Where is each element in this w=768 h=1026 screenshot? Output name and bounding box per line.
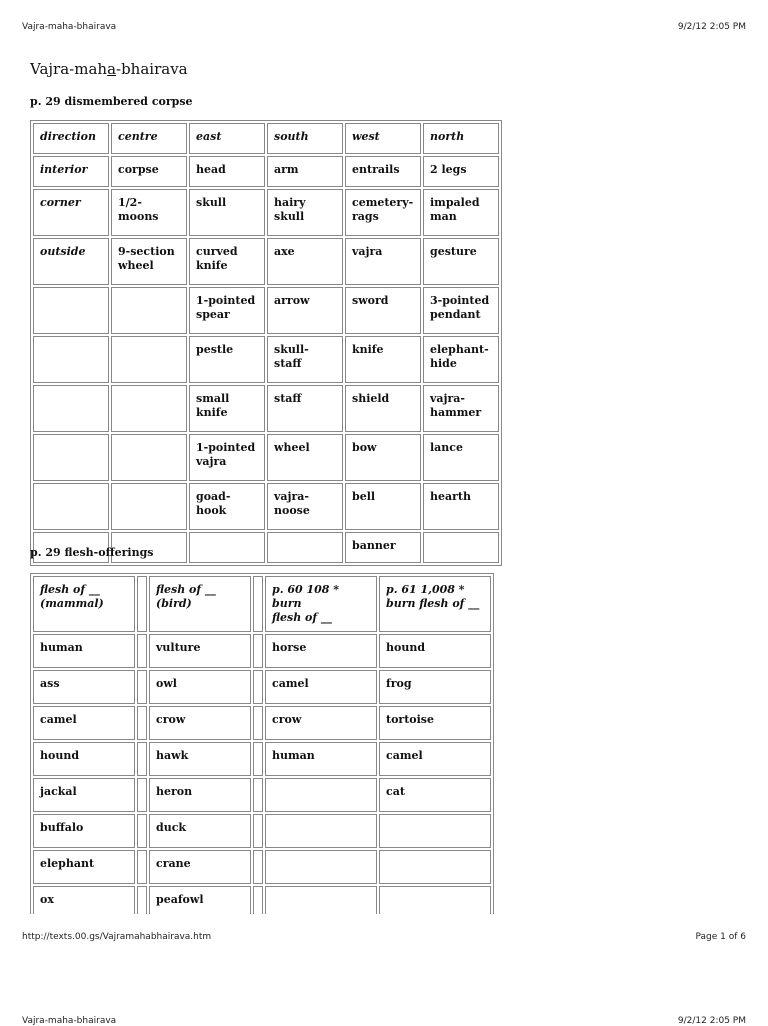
- table-cell: horse: [265, 634, 377, 668]
- table-cell: [33, 385, 109, 432]
- table-cell: [137, 706, 147, 740]
- table-cell: [253, 778, 263, 812]
- table-cell: arm: [267, 156, 343, 187]
- table-row: [33, 189, 499, 236]
- table-cell: [33, 287, 109, 334]
- table-cell: jackal: [33, 778, 135, 812]
- table-cell: owl: [149, 670, 251, 704]
- table-cell: [379, 850, 491, 884]
- table-cell: tortoise: [379, 706, 491, 740]
- table-cell: east: [189, 123, 265, 154]
- dismembered-corpse-table: [30, 120, 502, 566]
- flesh-offerings-table: [30, 573, 494, 914]
- table-cell: impaled man: [423, 189, 499, 236]
- table-cell: [137, 850, 147, 884]
- table-cell: [137, 742, 147, 776]
- table-cell: lance: [423, 434, 499, 481]
- table-cell: camel: [33, 706, 135, 740]
- table-cell: [253, 886, 263, 914]
- table-cell: [253, 670, 263, 704]
- header-line-2: (mammal): [40, 597, 104, 610]
- section-title-flesh-offerings: p. 29 flesh-offerings: [30, 546, 154, 559]
- table-row: [33, 483, 499, 530]
- table-cell: west: [345, 123, 421, 154]
- table-cell: [265, 886, 377, 914]
- table-cell: hearth: [423, 483, 499, 530]
- table-cell: vajra-noose: [267, 483, 343, 530]
- header-line-1: p. 60 108 * burn: [272, 583, 340, 610]
- table-cell: [137, 886, 147, 914]
- browser-page-title-repeat: Vajra-maha-bhairava: [22, 1016, 117, 1026]
- table-cell: camel: [265, 670, 377, 704]
- table-cell: human: [265, 742, 377, 776]
- table-row: [33, 434, 499, 481]
- table-cell: [33, 336, 109, 383]
- table-cell: goad-hook: [189, 483, 265, 530]
- table-cell: [137, 670, 147, 704]
- table-cell: [253, 634, 263, 668]
- table-cell: [265, 814, 377, 848]
- table-header-cell: [33, 576, 135, 632]
- table-cell: duck: [149, 814, 251, 848]
- table-cell: bell: [345, 483, 421, 530]
- header-line-2: flesh of __: [272, 611, 332, 624]
- table-cell: [423, 532, 499, 563]
- table-cell: sword: [345, 287, 421, 334]
- table-cell: 9-section wheel: [111, 238, 187, 285]
- table-cell: [137, 814, 147, 848]
- table-header-cell: [137, 576, 147, 632]
- table-cell: direction: [33, 123, 109, 154]
- table-cell: interior: [33, 156, 109, 187]
- table-header-cell: [253, 576, 263, 632]
- header-line-1: flesh of __: [40, 583, 100, 596]
- table-cell: [379, 814, 491, 848]
- table-cell: [265, 778, 377, 812]
- browser-datetime-repeat: 9/2/12 2:05 PM: [677, 1016, 746, 1026]
- table-row: [33, 850, 491, 884]
- table-cell: [137, 634, 147, 668]
- table-cell: [111, 483, 187, 530]
- table-cell: 1-pointed vajra: [189, 434, 265, 481]
- table-cell: [253, 814, 263, 848]
- table-row: [33, 287, 499, 334]
- table-row: [33, 742, 491, 776]
- table-cell: vajra-hammer: [423, 385, 499, 432]
- table-cell: [265, 850, 377, 884]
- table-cell: 1/2-moons: [111, 189, 187, 236]
- table-row: [33, 156, 499, 187]
- table-cell: frog: [379, 670, 491, 704]
- table-cell: entrails: [345, 156, 421, 187]
- table-cell: [111, 287, 187, 334]
- table-cell: crane: [149, 850, 251, 884]
- table-cell: cat: [379, 778, 491, 812]
- table-cell: heron: [149, 778, 251, 812]
- table-row: [33, 123, 499, 154]
- table-cell: small knife: [189, 385, 265, 432]
- table-cell: elephant-hide: [423, 336, 499, 383]
- table-cell: [189, 532, 265, 563]
- table-cell: gesture: [423, 238, 499, 285]
- table-cell: hairy skull: [267, 189, 343, 236]
- table-cell: south: [267, 123, 343, 154]
- header-line-1: flesh of __: [156, 583, 216, 596]
- page-indicator: Page 1 of 6: [695, 932, 746, 942]
- browser-page-title: Vajra-maha-bhairava: [22, 22, 117, 32]
- table-header-cell: [265, 576, 377, 632]
- table-row: [33, 778, 491, 812]
- table-cell: north: [423, 123, 499, 154]
- table-row: [33, 385, 499, 432]
- table-cell: 2 legs: [423, 156, 499, 187]
- table-cell: [253, 850, 263, 884]
- table-cell: knife: [345, 336, 421, 383]
- table-cell: [111, 336, 187, 383]
- header-line-2: burn flesh of __: [386, 597, 480, 610]
- document-body: [30, 0, 730, 914]
- table-cell: 1-pointed spear: [189, 287, 265, 334]
- table-cell: vulture: [149, 634, 251, 668]
- document-title: Vajra-maha-bhairava: [30, 60, 188, 78]
- table-cell: [379, 886, 491, 914]
- table-cell: hound: [379, 634, 491, 668]
- table-cell: 3-pointed pendant: [423, 287, 499, 334]
- table-cell: ox: [33, 886, 135, 914]
- table-cell: [111, 434, 187, 481]
- table-cell: banner: [345, 532, 421, 563]
- table-row: [33, 706, 491, 740]
- table-cell: outside: [33, 238, 109, 285]
- table-row: [33, 634, 491, 668]
- table-row: [33, 670, 491, 704]
- page-url[interactable]: http://texts.00.gs/Vajramahabhairava.htm: [22, 932, 212, 942]
- header-line-1: p. 61 1,008 *: [386, 583, 465, 596]
- table-cell: corner: [33, 189, 109, 236]
- table-cell: wheel: [267, 434, 343, 481]
- table-cell: centre: [111, 123, 187, 154]
- table-cell: [137, 778, 147, 812]
- table-cell: vajra: [345, 238, 421, 285]
- table-header-cell: [379, 576, 491, 632]
- table-cell: shield: [345, 385, 421, 432]
- header-line-2: (bird): [156, 597, 192, 610]
- table-cell: [253, 742, 263, 776]
- table-cell: skull-staff: [267, 336, 343, 383]
- table-row: [33, 814, 491, 848]
- browser-datetime: 9/2/12 2:05 PM: [677, 22, 746, 32]
- table-cell: crow: [265, 706, 377, 740]
- table-cell: [33, 434, 109, 481]
- table-cell: arrow: [267, 287, 343, 334]
- table-cell: [111, 385, 187, 432]
- table-cell: hound: [33, 742, 135, 776]
- table-header-cell: [149, 576, 251, 632]
- table-cell: human: [33, 634, 135, 668]
- table-cell: axe: [267, 238, 343, 285]
- table-cell: buffalo: [33, 814, 135, 848]
- table-cell: elephant: [33, 850, 135, 884]
- table-cell: peafowl: [149, 886, 251, 914]
- table-cell: camel: [379, 742, 491, 776]
- table-cell: [267, 532, 343, 563]
- table-cell: curved knife: [189, 238, 265, 285]
- section-title-dismembered-corpse: p. 29 dismembered corpse: [30, 95, 193, 108]
- table-row: [33, 336, 499, 383]
- table-cell: hawk: [149, 742, 251, 776]
- table-row: [33, 576, 491, 632]
- table-row: [33, 886, 491, 914]
- table-cell: pestle: [189, 336, 265, 383]
- table-cell: bow: [345, 434, 421, 481]
- table-cell: crow: [149, 706, 251, 740]
- table-cell: [253, 706, 263, 740]
- table-cell: cemetery-rags: [345, 189, 421, 236]
- table-cell: [33, 483, 109, 530]
- table-row: [33, 238, 499, 285]
- table-cell: head: [189, 156, 265, 187]
- table-cell: ass: [33, 670, 135, 704]
- table-cell: skull: [189, 189, 265, 236]
- table-cell: corpse: [111, 156, 187, 187]
- table-cell: staff: [267, 385, 343, 432]
